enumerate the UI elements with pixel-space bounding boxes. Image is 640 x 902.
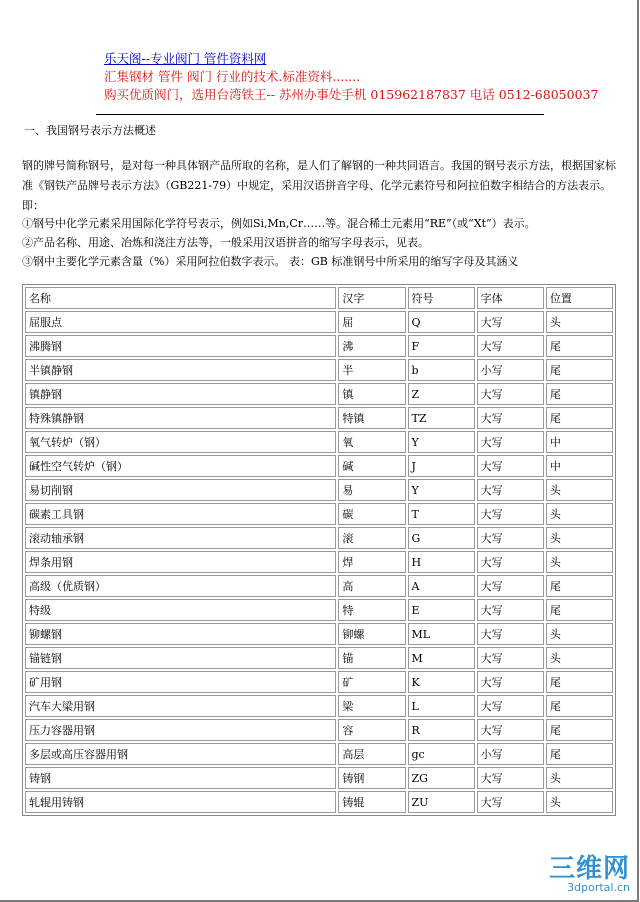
column-header-hanzi: 汉字 <box>338 287 405 309</box>
cell-symbol: J <box>408 455 475 477</box>
table-row <box>25 647 613 669</box>
cell-name: 易切削钢 <box>25 479 336 501</box>
table-row <box>25 479 613 501</box>
cell-name: 特殊镇静钢 <box>25 407 336 429</box>
cell-name: 沸腾钢 <box>25 335 336 357</box>
table-row <box>25 719 613 741</box>
cell-position: 尾 <box>546 335 613 357</box>
cell-symbol: Y <box>408 431 475 453</box>
intro-paragraph: 钢的牌号简称钢号，是对每一种具体钢产品所取的名称，是人们了解钢的一种共同语言。我国的钢号表示方法，根据国家标准《钢铁产品牌号表示方法》（GB221-79）中规定，采用汉语拼音字母、化学元素符号和阿拉伯数字相结合的方法表示。即： <box>22 159 616 212</box>
table-row <box>25 791 613 813</box>
cell-symbol: b <box>408 359 475 381</box>
header-tagline: 汇集钢材 管件 阀门 行业的技术.标准资料....... <box>104 69 361 84</box>
cell-font: 大写 <box>477 407 544 429</box>
header-divider <box>96 114 544 115</box>
cell-position: 头 <box>546 647 613 669</box>
cell-position: 尾 <box>546 383 613 405</box>
cell-name: 滚动轴承钢 <box>25 527 336 549</box>
watermark-url: 3dportal.cn <box>567 881 630 894</box>
cell-hanzi: 滚 <box>338 527 405 549</box>
cell-font: 大写 <box>477 719 544 741</box>
cell-font: 大写 <box>477 575 544 597</box>
cell-symbol: ZG <box>408 767 475 789</box>
cell-name: 锚链钢 <box>25 647 336 669</box>
column-header-name: 名称 <box>25 287 336 309</box>
watermark-name: 三维网 <box>548 854 630 884</box>
table-row <box>25 311 613 333</box>
cell-font: 大写 <box>477 767 544 789</box>
cell-symbol: ML <box>408 623 475 645</box>
cell-name: 碱性空气转炉（钢） <box>25 455 336 477</box>
table-row <box>25 623 613 645</box>
cell-hanzi: 铆螺 <box>338 623 405 645</box>
cell-name: 铸钢 <box>25 767 336 789</box>
cell-symbol: M <box>408 647 475 669</box>
cell-name: 高级（优质钢） <box>25 575 336 597</box>
cell-font: 大写 <box>477 551 544 573</box>
cell-position: 头 <box>546 503 613 525</box>
table-row <box>25 503 613 525</box>
cell-symbol: E <box>408 599 475 621</box>
column-header-symbol: 符号 <box>408 287 475 309</box>
cell-font: 大写 <box>477 599 544 621</box>
cell-hanzi: 碳 <box>338 503 405 525</box>
cell-hanzi: 容 <box>338 719 405 741</box>
cell-hanzi: 氧 <box>338 431 405 453</box>
cell-font: 大写 <box>477 527 544 549</box>
cell-symbol: Y <box>408 479 475 501</box>
cell-hanzi: 沸 <box>338 335 405 357</box>
table-row <box>25 407 613 429</box>
cell-hanzi: 易 <box>338 479 405 501</box>
table-row <box>25 767 613 789</box>
cell-hanzi: 焊 <box>338 551 405 573</box>
cell-hanzi: 半 <box>338 359 405 381</box>
cell-position: 尾 <box>546 575 613 597</box>
note-item: ②产品名称、用途、冶炼和浇注方法等，一般采用汉语拼音的缩写字母表示，见表。 <box>22 236 429 249</box>
cell-font: 大写 <box>477 695 544 717</box>
cell-position: 头 <box>546 311 613 333</box>
cell-symbol: K <box>408 671 475 693</box>
table-body <box>25 311 613 813</box>
cell-symbol: TZ <box>408 407 475 429</box>
cell-name: 汽车大梁用钢 <box>25 695 336 717</box>
cell-hanzi: 铸辊 <box>338 791 405 813</box>
cell-name: 压力容器用钢 <box>25 719 336 741</box>
cell-name: 半镇静钢 <box>25 359 336 381</box>
steel-code-table <box>22 284 616 816</box>
table-row <box>25 335 613 357</box>
table-row <box>25 383 613 405</box>
cell-font: 大写 <box>477 455 544 477</box>
note-item: ①钢号中化学元素采用国际化学符号表示，例如Si,Mn,Cr……等。混合稀土元素用“RE”（或“Xt”）表示。 <box>22 217 536 230</box>
table-row <box>25 359 613 381</box>
cell-position: 尾 <box>546 359 613 381</box>
cell-name: 碳素工具钢 <box>25 503 336 525</box>
cell-position: 尾 <box>546 719 613 741</box>
cell-hanzi: 特 <box>338 599 405 621</box>
section-title: 一、我国钢号表示方法概述 <box>24 124 156 137</box>
cell-name: 氧气转炉（钢） <box>25 431 336 453</box>
cell-position: 中 <box>546 455 613 477</box>
cell-hanzi: 特镇 <box>338 407 405 429</box>
cell-name: 屈服点 <box>25 311 336 333</box>
table-row <box>25 695 613 717</box>
cell-font: 大写 <box>477 479 544 501</box>
cell-hanzi: 高层 <box>338 743 405 765</box>
cell-font: 大写 <box>477 791 544 813</box>
table-row <box>25 743 613 765</box>
cell-hanzi: 矿 <box>338 671 405 693</box>
cell-symbol: H <box>408 551 475 573</box>
cell-hanzi: 镇 <box>338 383 405 405</box>
cell-position: 尾 <box>546 407 613 429</box>
cell-position: 头 <box>546 623 613 645</box>
table-row <box>25 431 613 453</box>
cell-font: 大写 <box>477 503 544 525</box>
cell-position: 尾 <box>546 743 613 765</box>
cell-font: 小写 <box>477 743 544 765</box>
table-row <box>25 575 613 597</box>
cell-font: 大写 <box>477 383 544 405</box>
cell-name: 铆螺钢 <box>25 623 336 645</box>
site-header <box>104 50 598 104</box>
cell-font: 大写 <box>477 311 544 333</box>
cell-name: 镇静钢 <box>25 383 336 405</box>
column-header-position: 位置 <box>546 287 613 309</box>
cell-symbol: Z <box>408 383 475 405</box>
cell-symbol: Q <box>408 311 475 333</box>
cell-name: 特级 <box>25 599 336 621</box>
cell-symbol: L <box>408 695 475 717</box>
watermark-logo <box>536 848 632 894</box>
cell-position: 尾 <box>546 671 613 693</box>
cell-position: 尾 <box>546 599 613 621</box>
note-item: ③钢中主要化学元素含量（%）采用阿拉伯数字表示。 表：GB 标准钢号中所采用的缩写字母及其涵义 <box>22 255 519 268</box>
cell-position: 头 <box>546 791 613 813</box>
cell-name: 多层或高压容器用钢 <box>25 743 336 765</box>
notes-list <box>22 214 536 271</box>
table-row <box>25 455 613 477</box>
cell-symbol: ZU <box>408 791 475 813</box>
cell-position: 头 <box>546 767 613 789</box>
table-row <box>25 527 613 549</box>
cell-position: 尾 <box>546 695 613 717</box>
cell-font: 大写 <box>477 431 544 453</box>
cell-symbol: G <box>408 527 475 549</box>
cell-symbol: F <box>408 335 475 357</box>
header-contact: 购买优质阀门，选用台湾铁王-- 苏州办事处手机 015962187837 电话 0512-68050037 <box>104 87 599 102</box>
cell-position: 头 <box>546 527 613 549</box>
cell-name: 焊条用钢 <box>25 551 336 573</box>
cell-font: 大写 <box>477 623 544 645</box>
cell-font: 大写 <box>477 335 544 357</box>
cell-hanzi: 锚 <box>338 647 405 669</box>
cell-hanzi: 碱 <box>338 455 405 477</box>
table-row <box>25 551 613 573</box>
cell-name: 矿用钢 <box>25 671 336 693</box>
cell-font: 大写 <box>477 671 544 693</box>
cell-symbol: R <box>408 719 475 741</box>
table-row <box>25 599 613 621</box>
cell-name: 轧辊用铸钢 <box>25 791 336 813</box>
cell-hanzi: 高 <box>338 575 405 597</box>
table-header-row <box>25 287 613 309</box>
cell-hanzi: 屈 <box>338 311 405 333</box>
cell-font: 大写 <box>477 647 544 669</box>
cell-symbol: gc <box>408 743 475 765</box>
table-row <box>25 671 613 693</box>
cell-position: 头 <box>546 551 613 573</box>
cell-position: 中 <box>546 431 613 453</box>
cell-hanzi: 铸钢 <box>338 767 405 789</box>
cell-symbol: A <box>408 575 475 597</box>
cell-font: 小写 <box>477 359 544 381</box>
cell-hanzi: 梁 <box>338 695 405 717</box>
site-link[interactable]: 乐天阁--专业阀门 管件资料网 <box>104 51 267 66</box>
cell-symbol: T <box>408 503 475 525</box>
column-header-font: 字体 <box>477 287 544 309</box>
cell-position: 头 <box>546 479 613 501</box>
